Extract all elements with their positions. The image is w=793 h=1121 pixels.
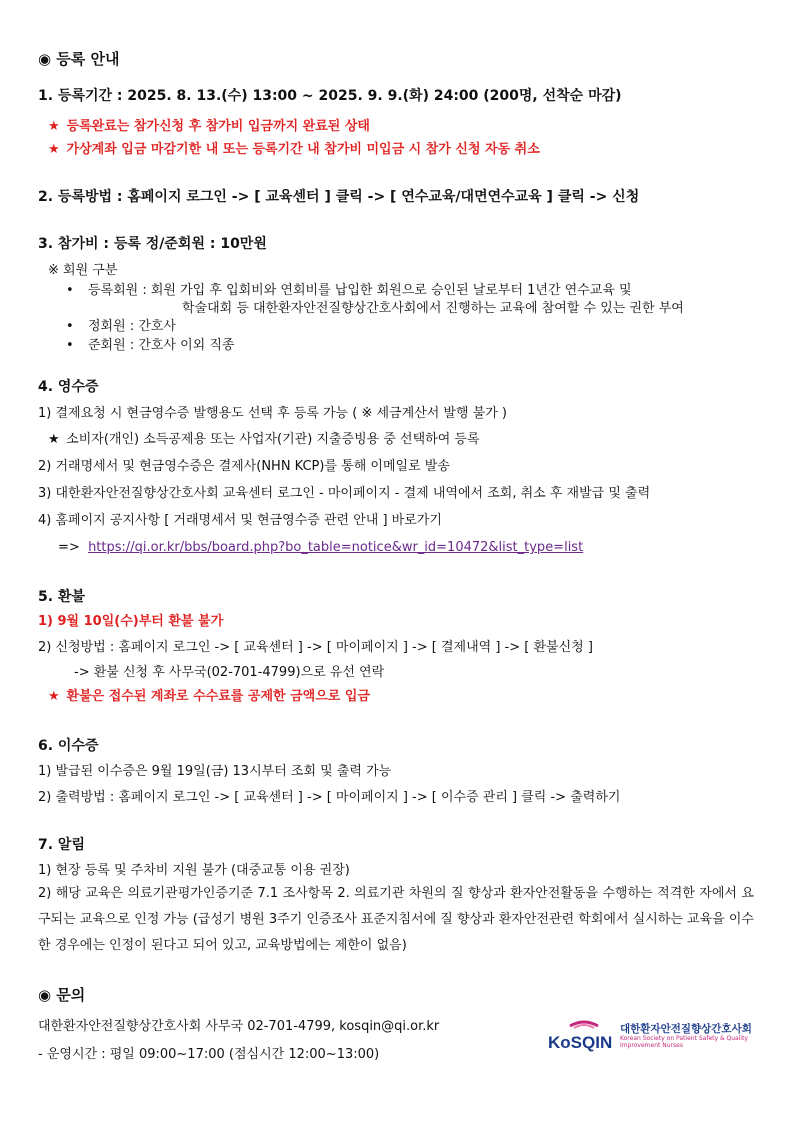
certificate-item-1: 1) 발급된 이수증은 9월 19일(금) 13시부터 조회 및 출력 가능	[38, 764, 392, 779]
certificate-title: 6. 이수증	[38, 738, 99, 754]
bullet-icon: •	[66, 319, 74, 334]
refund-item-2-cont: -> 환불 신청 후 사무국(02-701-4799)으로 유선 연락	[74, 665, 385, 680]
contact-heading: ◉ 문의	[38, 986, 86, 1004]
bullet-icon: •	[66, 338, 74, 353]
kosqin-wordmark-icon	[548, 1018, 620, 1062]
registration-note-1	[48, 118, 370, 136]
member-associate-text: 준회원 : 간호사 이외 직종	[88, 338, 235, 353]
member-registered	[66, 282, 632, 300]
bullet-icon: •	[66, 283, 74, 298]
receipt-item-4: 4) 홈페이지 공지사항 [ 거래명세서 및 현금영수증 관련 안내 ] 바로가기	[38, 513, 442, 528]
refund-item-2: 2) 신청방법 : 홈페이지 로그인 -> [ 교육센터 ] -> [ 마이페이지 ] -> [ 결제내역 ] -> [ 환불신청 ]	[38, 640, 593, 655]
refund-note-text: 환불은 접수된 계좌로 수수료를 공제한 금액으로 입금	[66, 689, 370, 704]
member-regular	[66, 318, 176, 336]
receipt-title: 4. 영수증	[38, 379, 99, 395]
registration-note-2	[48, 141, 540, 159]
arrow-text: =>	[58, 540, 80, 555]
logo-name-en-2: Improvement Nurses	[620, 1042, 683, 1049]
contact-org-line: 대한환자안전질향상간호사회 사무국 02-701-4799, kosqin@qi.or.kr	[38, 1019, 440, 1034]
registration-note-1-text: 등록완료는 참가신청 후 참가비 입금까지 완료된 상태	[66, 119, 370, 134]
notice-link[interactable]: https://qi.or.kr/bbs/board.php?bo_table=notice&wr_id=10472&list_type=list	[88, 540, 584, 555]
logo-name-en-1: Korean Society on Patient Safety & Quality	[620, 1035, 748, 1042]
certificate-item-2: 2) 출력방법 : 홈페이지 로그인 -> [ 교육센터 ] -> [ 마이페이지 ] -> [ 이수증 관리 ] 클릭 -> 출력하기	[38, 790, 621, 805]
refund-title: 5. 환불	[38, 589, 85, 605]
star-icon: ★	[48, 142, 60, 157]
receipt-item-1-note-text: 소비자(개인) 소득공제용 또는 사업자(기관) 지출증빙용 중 선택하여 등록	[66, 432, 480, 447]
registration-period: 1. 등록기간 : 2025. 8. 13.(수) 13:00 ~ 2025. 9. 9.(화) 24:00 (200명, 선착순 마감)	[38, 88, 622, 104]
registration-fee: 3. 참가비 : 등록 정/준회원 : 10만원	[38, 236, 267, 252]
member-types-title: ※ 회원 구분	[48, 263, 118, 278]
member-regular-text: 정회원 : 간호사	[88, 319, 176, 334]
refund-item-1: 1) 9월 10일(수)부터 환불 불가	[38, 614, 224, 629]
logo-name-ko: 대한환자안전질향상간호사회	[620, 1023, 752, 1035]
contact-hours: - 운영시간 : 평일 09:00~17:00 (점심시간 12:00~13:00)	[38, 1047, 380, 1062]
member-registered-text: 등록회원 : 회원 가입 후 입회비와 연회비를 납입한 회원으로 승인된 날로부터 1년간 연수교육 및	[88, 283, 632, 298]
kosqin-logo	[548, 1018, 763, 1062]
member-associate	[66, 337, 235, 355]
receipt-link-row	[58, 539, 583, 557]
registration-note-2-text: 가상계좌 입금 마감기한 내 또는 등록기간 내 참가비 미입금 시 참가 신청 자동 취소	[66, 142, 540, 157]
registration-method: 2. 등록방법 : 홈페이지 로그인 -> [ 교육센터 ] 클릭 -> [ 연수교육/대면연수교육 ] 클릭 -> 신청	[38, 189, 640, 205]
receipt-item-3: 3) 대한환자안전질향상간호사회 교육센터 로그인 - 마이페이지 - 결제 내역에서 조회, 취소 후 재발급 및 출력	[38, 486, 651, 501]
star-icon: ★	[48, 119, 60, 134]
registration-heading: ◉ 등록 안내	[38, 50, 120, 68]
notice-title: 7. 알림	[38, 837, 85, 853]
member-registered-cont: 학술대회 등 대한환자안전질향상간호사회에서 진행하는 교육에 참여할 수 있는 권한 부여	[182, 301, 684, 316]
refund-note	[48, 688, 370, 706]
receipt-item-1-note	[48, 431, 480, 449]
notice-item-1: 1) 현장 등록 및 주차비 지원 불가 (대중교통 이용 권장)	[38, 863, 350, 878]
logo-wordmark: KoSQIN	[548, 1033, 613, 1052]
logo-text	[620, 1024, 752, 1049]
star-icon: ★	[48, 689, 60, 704]
receipt-item-2: 2) 거래명세서 및 현금영수증은 결제사(NHN KCP)를 통해 이메일로 발송	[38, 459, 450, 474]
star-icon: ★	[48, 432, 60, 447]
receipt-item-1: 1) 결제요청 시 현금영수증 발행용도 선택 후 등록 가능 ( ※ 세금계산서 발행 불가 )	[38, 406, 507, 421]
notice-item-2: 2) 해당 교육은 의료기관평가인증기준 7.1 조사항목 2. 의료기관 차원의 질 향상과 환자안전활동을 수행하는 적격한 자에서 요구되는 교육으로 인정 가능 (급성기 병원 3주기 인증조사 표준지침서에 질 향상과 환자안전관련 학회에서 실시하는 교육을 이수한 경우에는 인정이 된다고 되어 있고, 교육방법에는 제한이 없음)	[38, 886, 754, 953]
